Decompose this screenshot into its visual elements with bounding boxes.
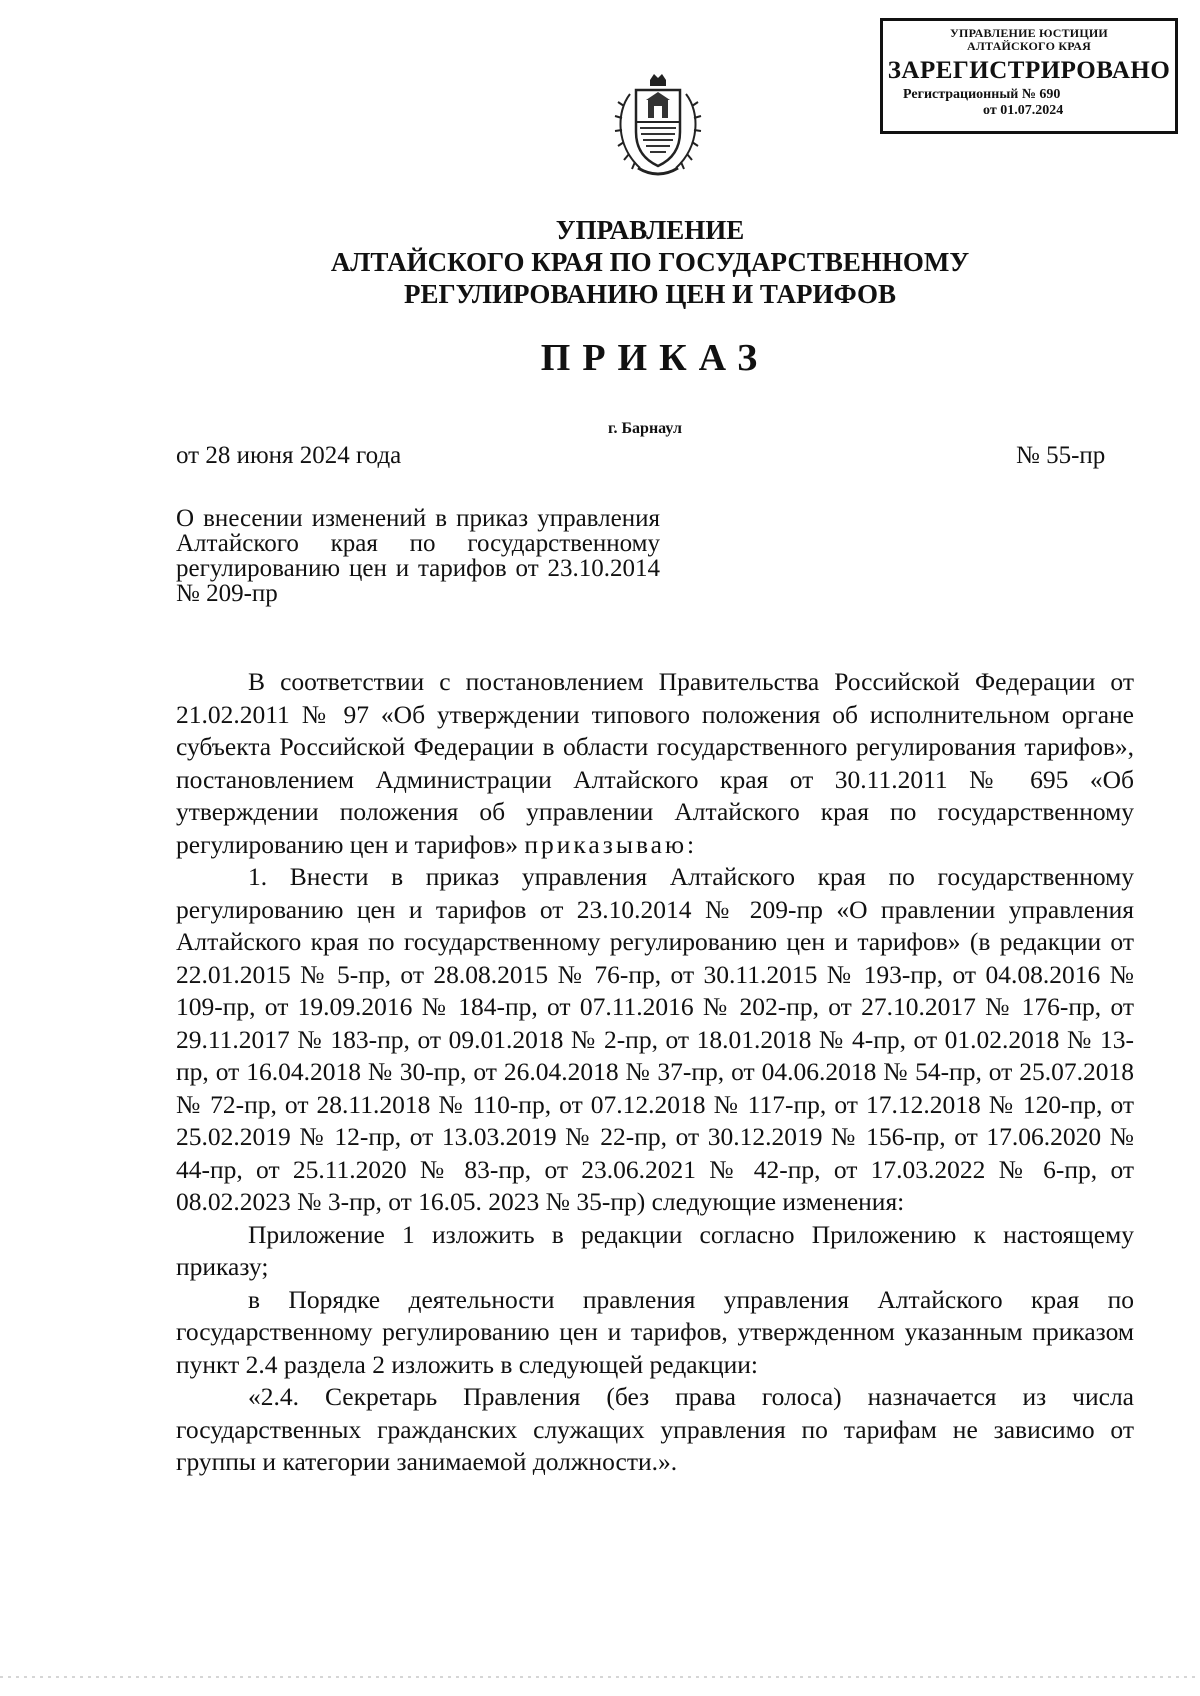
- org-line-2: АЛТАЙСКОГО КРАЯ ПО ГОСУДАРСТВЕННОМУ: [330, 247, 970, 277]
- registration-stamp: [880, 18, 1178, 134]
- coat-of-arms-icon: [610, 72, 706, 184]
- body-paragraph-3: Приложение 1 изложить в редакции согласно Приложению к настоящему приказу;: [176, 1219, 1134, 1281]
- document-body: [176, 666, 1134, 1479]
- city-label: г. Барнаул: [608, 420, 682, 437]
- body-paragraph-1: [176, 666, 1134, 861]
- stamp-authority-line2: АЛТАЙСКОГО КРАЯ: [967, 39, 1091, 53]
- org-line-1: УПРАВЛЕНИЕ: [555, 215, 745, 245]
- stamp-status: ЗАРЕГИСТРИРОВАНО: [887, 57, 1171, 84]
- body-paragraph-2: 1. Внести в приказ управления Алтайского края по государственному регулированию цен и тарифов от 23.10.2014 № 209-пр «О правлении управления Алтайского края по государственному регулированию цен и тарифов» (в редакции от 22.01.2015 № 5-пр, от 28.08.2015 № 76-пр, от 30.11.2015 № 193-пр, от 04.08.2016 № 109-пр, от 19.09.2016 № 184-пр, от 07.11.2016 № 202-пр, от 27.10.2017 № 176-пр, от 29.11.2017 № 183-пр, от 09.01.2018 № 2-пр, от 18.01.2018 № 4-пр, от 01.02.2018 № 13-пр, от 16.04.2018 № 30-пр, от 26.04.2018 № 37-пр, от 04.06.2018 № 54-пр, от 25.07.2018 № 72-пр, от 28.11.2018 № 110-пр, от 07.12.2018 № 117-пр, от 17.12.2018 № 120-пр, от 25.02.2019 № 12-пр, от 13.03.2019 № 22-пр, от 30.12.2019 № 156-пр, от 17.06.2020 № 44-пр, от 25.11.2020 № 83-пр, от 23.06.2021 № 42-пр, от 17.03.2022 № 6-пр, от 08.02.2023 № 3-пр, от 16.05. 2023 № 35-пр) следующие изменения:: [176, 862, 1134, 1216]
- document-type-title: ПРИКАЗ: [540, 337, 770, 379]
- body-paragraph-5: «2.4. Секретарь Правления (без права голоса) назначается из числа государственных гражданских служащих управления по тарифам не зависимо от группы и категории занимаемой должности.».: [176, 1382, 1134, 1476]
- org-line-3: РЕГУЛИРОВАНИЮ ЦЕН И ТАРИФОВ: [403, 279, 897, 309]
- body-paragraph-4: в Порядке деятельности правления управления Алтайского края по государственному регулированию цен и тарифов, утвержденном указанным приказом пункт 2.4 раздела 2 изложить в следующей редакции:: [176, 1284, 1134, 1379]
- document-subject: О внесении изменений в приказ управления Алтайского края по государственному регулированию цен и тарифов от 23.10.2014 № 209-пр: [176, 505, 660, 607]
- document-number: № 55-пр: [1016, 442, 1106, 469]
- stamp-reg-date: от 01.07.2024: [983, 103, 1064, 118]
- stamp-reg-number: Регистрационный № 690: [903, 87, 1061, 102]
- organization-name: [50, 214, 1200, 310]
- order-word: приказываю:: [524, 829, 698, 859]
- document-date: от 28 июня 2024 года: [176, 442, 402, 469]
- body-paragraph-1-main: В соответствии с постановлением Правительства Российской Федерации от 21.02.2011 № 97 «Об утверждении типового положения об исполнительном органе субъекта Российской Федерации в области государственного регулирования тарифов», постановлением Администрации Алтайского края от 30.11.2011 № 695 «Об утверждении положения об управлении Алтайского края по государственному регулированию цен и тарифов»: [176, 667, 1134, 859]
- stamp-authority-line1: УПРАВЛЕНИЕ ЮСТИЦИИ: [950, 26, 1108, 40]
- scan-artifact-line: [0, 1676, 1200, 1678]
